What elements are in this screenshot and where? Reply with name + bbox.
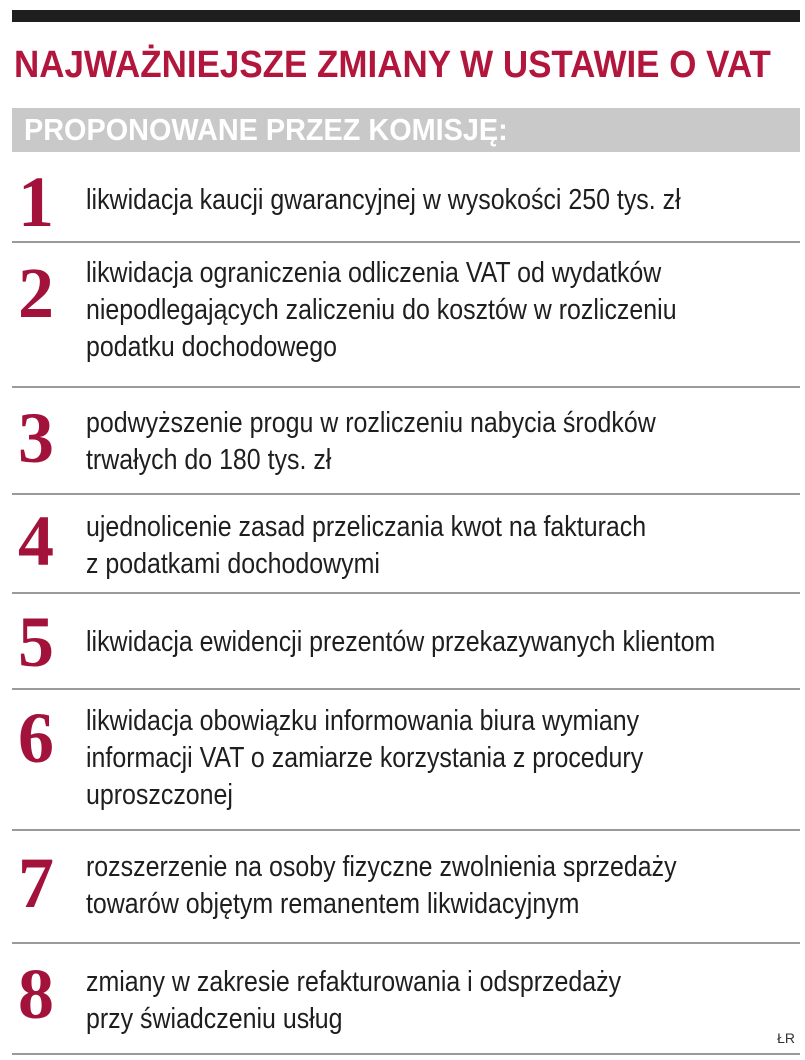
item-text-line: likwidacja ograniczenia odliczenia VAT od wydatków (86, 257, 662, 289)
item-number: 4 (18, 501, 54, 581)
item-text-line: informacji VAT o zamiarze korzystania z procedury (86, 742, 644, 774)
item-text (86, 703, 698, 814)
item-text-line: likwidacja obowiązku informowania biura wymiany (86, 705, 640, 737)
item-text (86, 849, 698, 923)
item-text-line: likwidacja ewidencji prezentów przekazywanych klientom (86, 626, 716, 658)
item-text (86, 509, 698, 583)
list-item (12, 831, 800, 944)
item-text-line: trwałych do 180 tys. zł (86, 444, 332, 476)
item-text-line: z podatkami dochodowymi (86, 548, 380, 580)
item-text (86, 624, 716, 661)
item-text-line: podatku dochodowego (86, 331, 337, 363)
item-text-line: przy świadczeniu usług (86, 1003, 343, 1035)
item-number: 2 (18, 253, 54, 333)
item-text-line: rozszerzenie na osoby fizyczne zwolnienia sprzedaży (86, 851, 677, 883)
item-text (86, 255, 698, 366)
item-number: 5 (18, 602, 54, 682)
item-text-line: ujednolicenie zasad przeliczania kwot na fakturach (86, 511, 647, 543)
author-credit: ŁR (777, 1030, 795, 1046)
item-number: 1 (18, 162, 54, 242)
item-text-line: zmiany w zakresie refakturowania i odsprzedaży (86, 966, 622, 998)
item-text-line: niepodlegających zaliczeniu do kosztów w rozliczeniu (86, 294, 677, 326)
item-text (86, 405, 698, 479)
list-item (12, 243, 800, 388)
top-rule (12, 10, 800, 22)
item-text-line: uproszczonej (86, 779, 233, 811)
item-text-line: likwidacja kaucji gwarancyjnej w wysokości 250 tys. zł (86, 184, 681, 216)
item-text (86, 182, 698, 219)
list-item (12, 388, 800, 495)
item-text-line: towarów objętym remanentem likwidacyjnym (86, 888, 580, 920)
list-item (12, 495, 800, 594)
bottom-rule (12, 1053, 800, 1055)
item-number: 6 (18, 698, 54, 778)
item-number: 8 (18, 954, 54, 1034)
item-text-line: podwyższenie progu w rozliczeniu nabycia środków (86, 407, 656, 439)
subtitle: PROPONOWANE PRZEZ KOMISJĘ: (24, 112, 508, 147)
list-item (12, 690, 800, 831)
subtitle-bar (12, 108, 800, 152)
item-number: 7 (18, 843, 54, 923)
item-text (86, 964, 698, 1038)
list-item (12, 152, 800, 243)
page-title: NAJWAŻNIEJSZE ZMIANY W USTAWIE O VAT (14, 44, 771, 86)
list-item (12, 594, 800, 690)
list-item (12, 944, 800, 1051)
item-number: 3 (18, 398, 54, 478)
